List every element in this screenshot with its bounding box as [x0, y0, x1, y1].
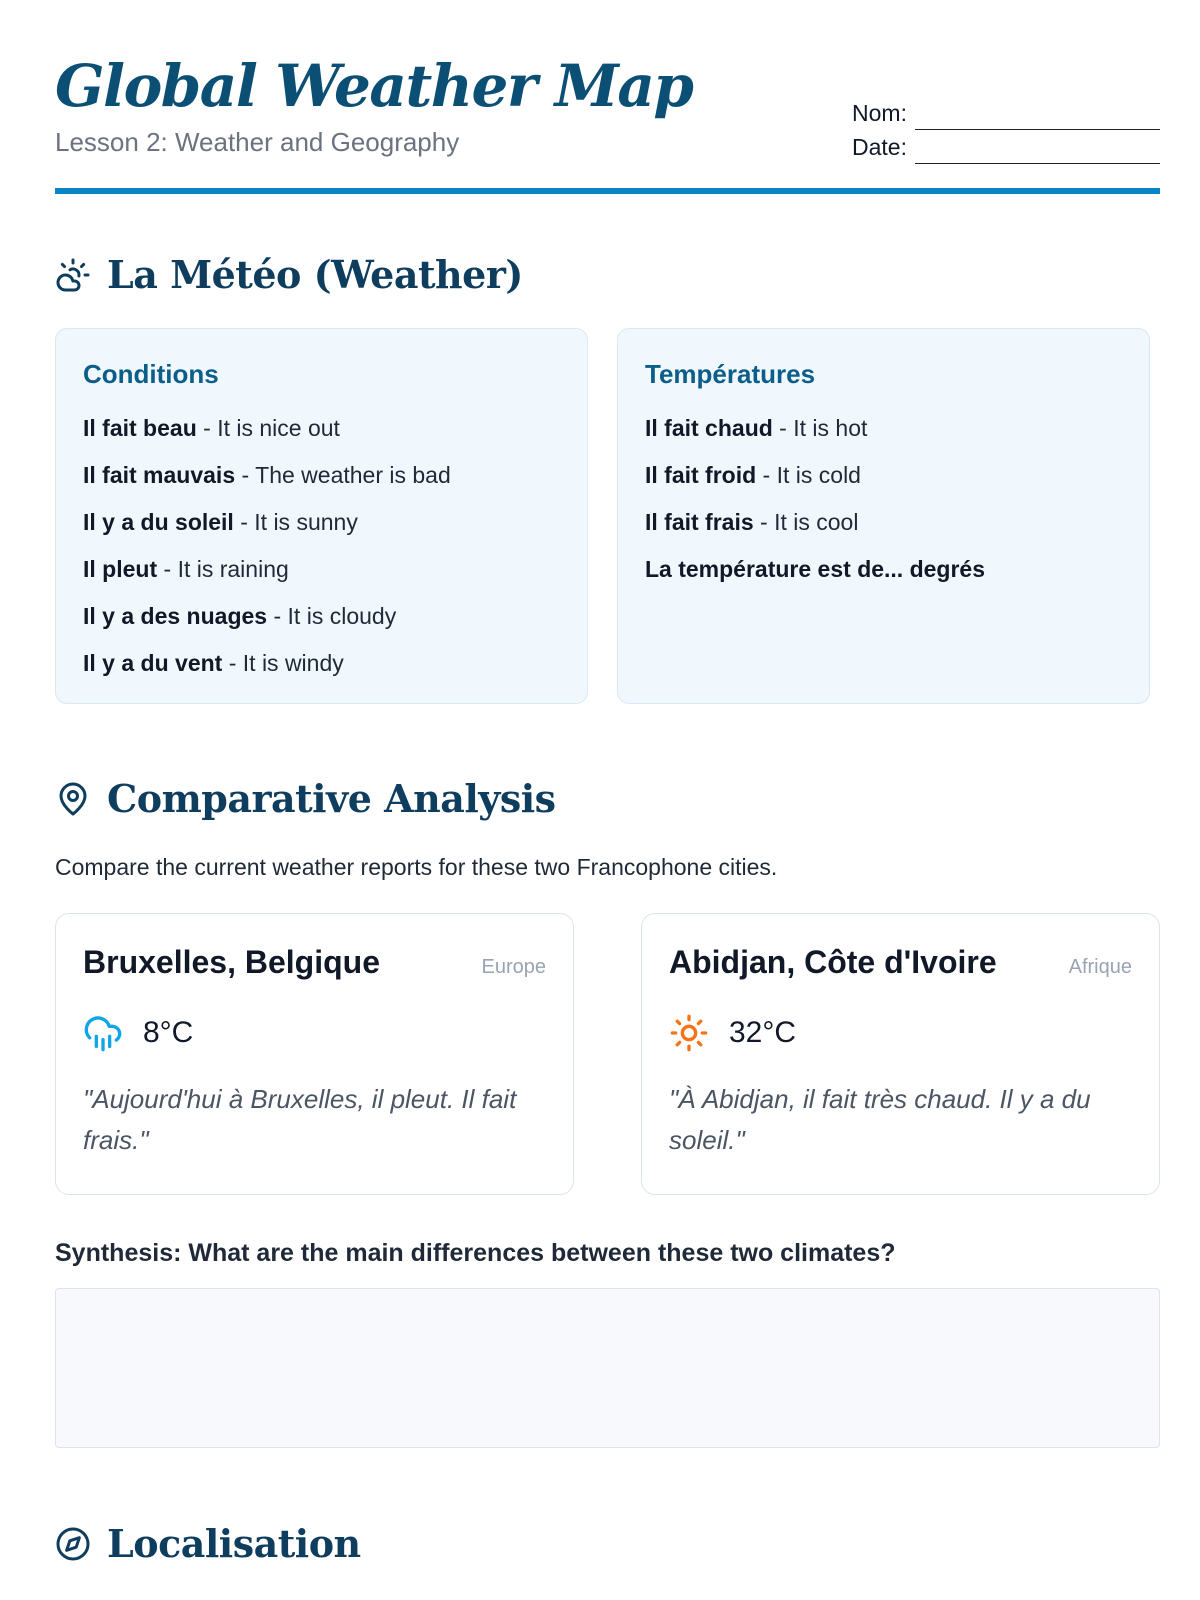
map-pin-icon — [55, 781, 91, 817]
page-subtitle: Lesson 2: Weather and Geography — [55, 127, 460, 157]
vocab-fr: Il fait chaud — [645, 415, 773, 441]
vocab-fr: Il fait mauvais — [83, 462, 236, 488]
conditions-heading: Conditions — [83, 359, 219, 389]
compass-icon — [55, 1526, 91, 1562]
vocab-fr: Il fait frais — [645, 509, 754, 535]
meteo-title-text: La Météo (Weather) — [107, 252, 523, 297]
worksheet-header — [55, 0, 1160, 196]
date-field[interactable] — [915, 139, 1160, 164]
header-divider — [55, 188, 1160, 194]
vocab-item — [645, 452, 1122, 499]
vocab-en: - It is cold — [756, 462, 861, 488]
vocab-item — [83, 593, 560, 640]
city-header — [669, 944, 1132, 981]
vocab-item — [83, 546, 560, 593]
city-region: Afrique — [1068, 956, 1132, 978]
vocab-item — [83, 452, 560, 499]
vocab-en: - It is nice out — [196, 415, 340, 441]
worksheet-page — [55, 0, 1160, 1566]
vocab-item — [645, 546, 1122, 593]
vocab-en: - It is windy — [222, 650, 344, 676]
temperatures-box — [617, 328, 1150, 704]
city-temperature: 32°C — [729, 1016, 797, 1049]
temperatures-heading: Températures — [645, 359, 816, 389]
vocab-en: - It is sunny — [233, 509, 358, 535]
meteo-section-title — [55, 252, 523, 297]
comparative-title-text: Comparative Analysis — [107, 776, 556, 821]
vocab-en: - It is cloudy — [267, 603, 397, 629]
vocab-fr: La température est de... degrés — [645, 556, 986, 582]
vocab-fr: Il pleut — [83, 556, 158, 582]
city-header — [83, 944, 546, 981]
city-name: Abidjan, Côte d'Ivoire — [669, 944, 997, 980]
comparative-intro: Compare the current weather reports for these two Francophone cities. — [55, 854, 778, 880]
name-row — [852, 96, 1160, 130]
date-row — [852, 130, 1160, 164]
city-weather-quote: "Aujourd'hui à Bruxelles, il pleut. Il fait frais." — [83, 1084, 517, 1155]
sun-cloud-icon — [55, 257, 91, 293]
sun-icon — [669, 1013, 709, 1053]
vocab-fr: Il y a du soleil — [83, 509, 234, 535]
date-label: Date: — [852, 134, 907, 160]
vocab-item — [645, 405, 1122, 452]
vocab-fr: Il y a des nuages — [83, 603, 268, 629]
name-label: Nom: — [852, 100, 907, 126]
vocab-en: - The weather is bad — [235, 462, 451, 488]
localisation-section-title — [55, 1521, 361, 1566]
vocab-item — [83, 405, 560, 452]
vocab-en: - It is hot — [772, 415, 868, 441]
vocab-en: - It is cool — [753, 509, 859, 535]
localisation-title-text: Localisation — [107, 1521, 361, 1566]
vocab-fr: Il y a du vent — [83, 650, 223, 676]
city-temperature: 8°C — [143, 1016, 194, 1049]
synthesis-answer-field[interactable] — [55, 1288, 1160, 1448]
city-card-bruxelles — [55, 913, 574, 1195]
city-weather — [669, 1013, 1132, 1053]
student-info — [852, 96, 1160, 164]
city-weather — [83, 1013, 546, 1053]
comparative-section-title — [55, 776, 556, 821]
vocab-fr: Il fait beau — [83, 415, 197, 441]
city-card-abidjan — [641, 913, 1160, 1195]
vocab-en: - It is raining — [157, 556, 289, 582]
conditions-box — [55, 328, 588, 704]
city-name: Bruxelles, Belgique — [83, 944, 380, 980]
vocab-item — [83, 640, 560, 687]
city-weather-quote: "À Abidjan, il fait très chaud. Il y a du soleil." — [669, 1084, 1091, 1155]
city-region: Europe — [481, 956, 546, 978]
page-title: Global Weather Map — [55, 52, 693, 120]
name-field[interactable] — [915, 105, 1160, 130]
synthesis-question: Synthesis: What are the main differences between these two climates? — [55, 1239, 896, 1267]
vocab-item — [645, 499, 1122, 546]
vocab-item — [83, 499, 560, 546]
vocab-fr: Il fait froid — [645, 462, 757, 488]
rain-cloud-icon — [83, 1013, 123, 1053]
